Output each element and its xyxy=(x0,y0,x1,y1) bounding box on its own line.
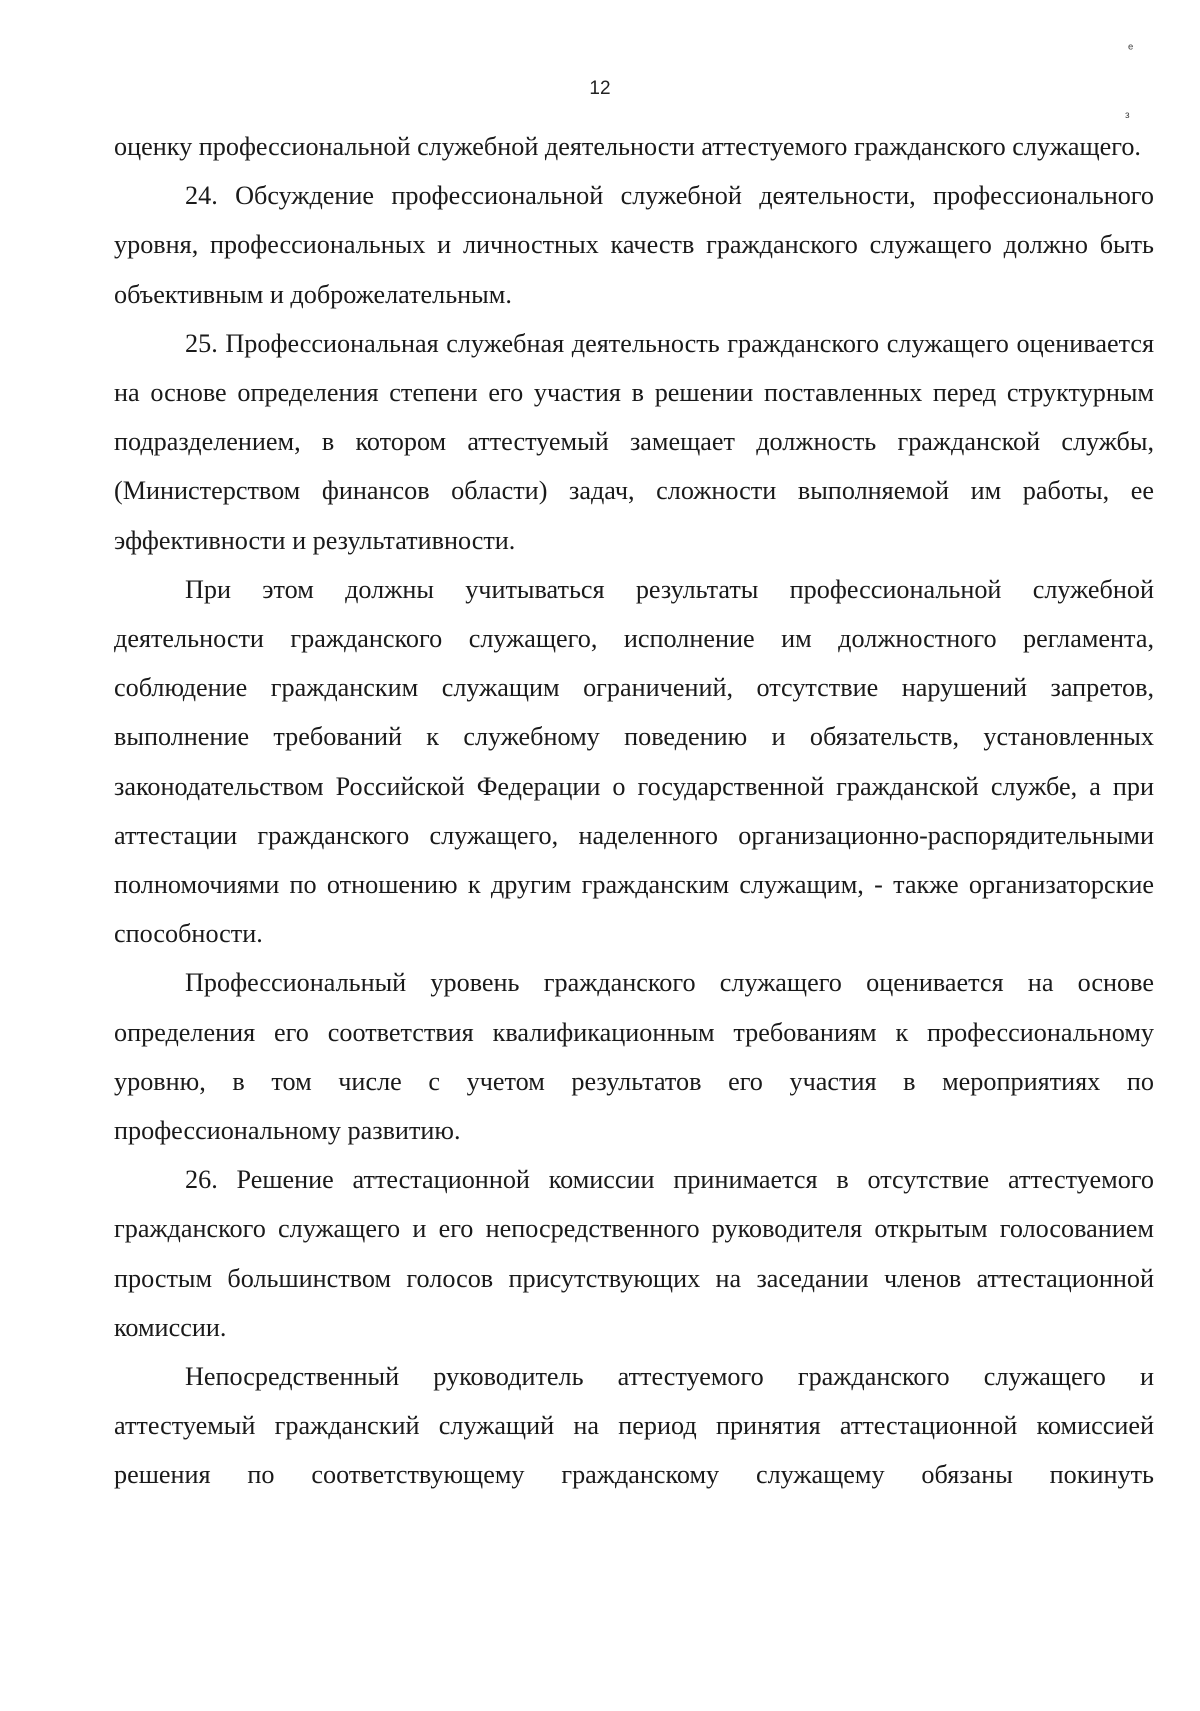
paragraph-26: 26. Решение аттестационной комиссии принимается в отсутствие аттестуемого гражданского служащего и его непосредственного руководителя открытым голосованием простым большинством голосов присутствующих на заседании членов аттестационной комиссии. xyxy=(114,1165,1154,1342)
scan-mark: ᵉ xyxy=(1128,40,1134,56)
paragraph-24: 24. Обсуждение профессиональной служебной деятельности, профессионального уровня, профессиональных и личностных качеств гражданского служащего должно быть объективным и доброжелательным. xyxy=(114,181,1154,309)
paragraph-25: 25. Профессиональная служебная деятельность гражданского служащего оценивается на основе определения степени его участия в решении поставленных перед структурным подразделением, в котором аттестуемый замещает должность гражданской службы, (Министерством финансов области) задач, сложности выполняемой им работы, ее эффективности и результативности. xyxy=(114,328,1154,555)
paragraph-continuation: оценку профессиональной служебной деятельности аттестуемого гражданского служащего. xyxy=(114,132,1141,161)
page-number: 12 xyxy=(589,78,611,99)
scan-mark: з xyxy=(1125,110,1130,121)
paragraph-25-results: При этом должны учитываться результаты профессиональной служебной деятельности гражданского служащего, исполнение им должностного регламента, соблюдение гражданским служащим ограничений, отсутствие нарушений запретов, выполнение требований к служебному поведению и обязательств, установленных законодательством Российской Федерации о государственной гражданской службе, а при аттестации гражданского служащего, наделенного организационно-распорядительными полномочиями по отношению к другим гражданским служащим, - также организаторские способности. xyxy=(114,574,1154,949)
paragraph-25-level: Профессиональный уровень гражданского служащего оценивается на основе определения его соответствия квалификационным требованиям к профессиональному уровню, в том числе с учетом результатов его участия в мероприятиях по профессиональному развитию. xyxy=(114,968,1154,1146)
paragraph-26-leave: Непосредственный руководитель аттестуемого гражданского служащего и аттестуемый гражданский служащий на период принятия аттестационной комиссией решения по соответствующему гражданскому служащему обязаны покинуть xyxy=(114,1362,1154,1490)
document-body xyxy=(114,122,1154,1500)
